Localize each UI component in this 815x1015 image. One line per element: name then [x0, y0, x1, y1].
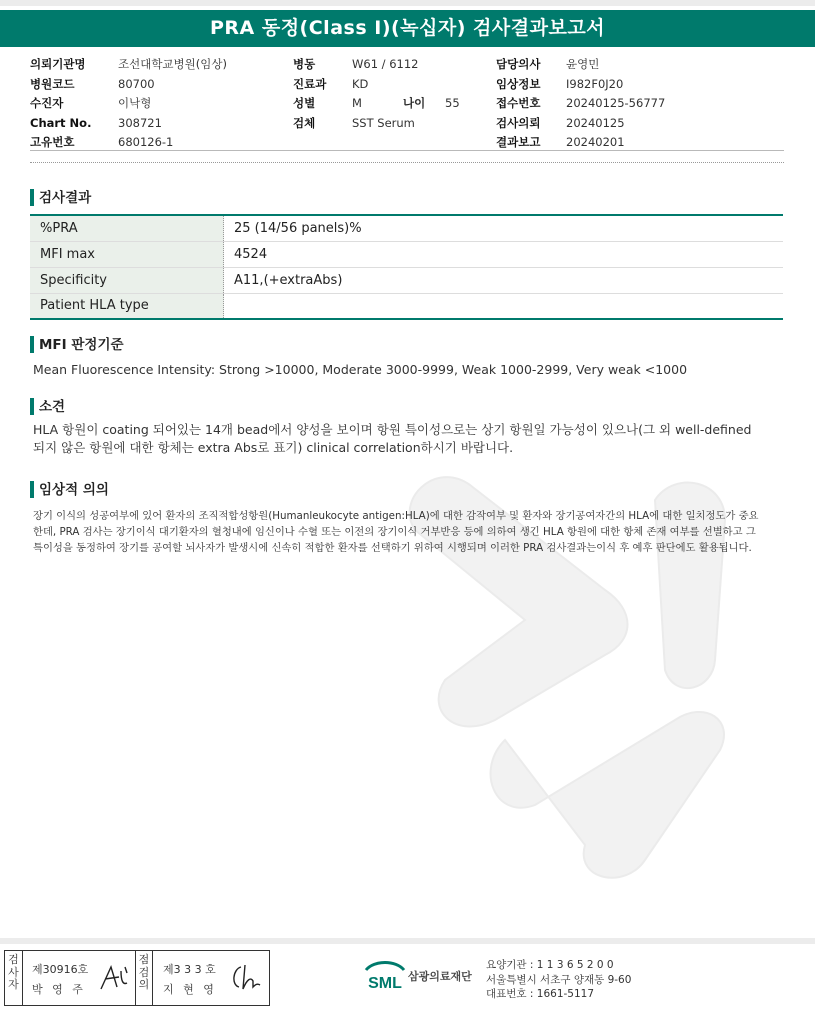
- info-row: [30, 55, 227, 75]
- top-rule: [0, 0, 815, 6]
- info-value: 이낙형: [118, 96, 152, 110]
- info-label: 결과보고: [496, 135, 541, 149]
- confirmer-name: 지 현 영: [163, 983, 217, 996]
- mfi-criteria-text: Mean Fluorescence Intensity: Strong >10000, Moderate 3000-9999, Weak 1000-2999, Very weak <1000: [33, 362, 688, 377]
- result-value: 25 (14/56 panels)%: [224, 215, 784, 241]
- section-opinion-title: [30, 398, 65, 416]
- result-value: [224, 293, 784, 319]
- org-phone: 대표번호 : 1661-5117: [486, 988, 595, 1000]
- info-row: [496, 55, 665, 75]
- examiner-signature-icon: [97, 963, 133, 993]
- section-heading: MFI 판정기준: [39, 337, 124, 353]
- info-row: [30, 114, 227, 134]
- info-row: [496, 114, 665, 134]
- info-label: 검체: [293, 115, 316, 130]
- info-value: W61 / 6112: [352, 57, 419, 71]
- info-value: M: [352, 96, 362, 110]
- info-column-1: [30, 55, 227, 153]
- table-row: [30, 293, 783, 319]
- result-key: Patient HLA type: [30, 293, 224, 319]
- section-heading: 임상적 의의: [39, 482, 109, 498]
- confirmer-signature-icon: [227, 961, 265, 993]
- age-value: 55: [445, 96, 460, 110]
- info-label: 임상정보: [496, 76, 541, 91]
- info-value: 윤영민: [566, 57, 600, 71]
- confirmer-label: 점검의: [135, 951, 153, 1005]
- info-label: 수진자: [30, 96, 64, 110]
- org-code: 요양기관 : 1 1 3 6 5 2 0 0: [486, 959, 614, 971]
- logo-text: SML: [368, 975, 402, 992]
- opinion-text: HLA 항원이 coating 되어있는 14개 bead에서 양성을 보이며 항원 특이성으로는 상기 항원일 가능성이 있으나(그 외 well-defined 되지 않은 항원에 대한 항체는 extra Abs로 표기) clinical correlation하시기 바랍니다.: [33, 422, 752, 455]
- info-row: [496, 75, 665, 95]
- info-label: 담당의사: [496, 57, 541, 71]
- info-row: [293, 94, 418, 114]
- section-mfi-title: [30, 336, 124, 354]
- section-clinical-title: [30, 481, 109, 499]
- section-heading: 소견: [39, 399, 66, 415]
- table-row: [30, 241, 783, 267]
- result-key: %PRA: [30, 215, 224, 241]
- header-divider: [30, 150, 784, 151]
- dotted-divider: [30, 162, 784, 163]
- signature-box: [4, 950, 270, 1006]
- section-marker: [30, 189, 34, 206]
- result-key: MFI max: [30, 241, 224, 267]
- info-label: 병원코드: [30, 76, 75, 91]
- info-column-3: [496, 55, 665, 153]
- org-info: [486, 958, 631, 1002]
- info-value: 680126-1: [118, 135, 174, 149]
- age-label: 나이: [403, 96, 426, 110]
- table-row: [30, 215, 783, 241]
- info-label: 성별: [293, 96, 316, 110]
- result-key: Specificity: [30, 267, 224, 293]
- examiner-name: 박 영 주: [32, 983, 86, 996]
- result-value: A11,(+extraAbs): [224, 267, 784, 293]
- info-value: 20240125: [566, 115, 625, 130]
- info-value: 308721: [118, 115, 162, 130]
- info-row: [293, 114, 418, 134]
- result-value: 4524: [224, 241, 784, 267]
- section-result-title: [30, 189, 91, 207]
- examiner-license: 제30916호: [32, 963, 89, 976]
- clinical-significance-text: 장기 이식의 성공여부에 있어 환자의 조직적합성항원(Humanleukocyte antigen:HLA)에 대한 감작여부 및 환자와 장기공여자간의 HLA에 대한 일치정도가 중요한데, PRA 검사는 장기이식 대기환자의 혈청내에 임신이나 수혈 또는 이전의 장기이식 거부반응 등에 의하여 생긴 HLA 항원에 대한 항체 존재 여부를 선별하고 그 특이성을 동정하여 장기를 공여할 뇌사자가 발생시에 신속히 적합한 환자를 선택하기 위하여 시행되며 이러한 PRA 검사결과는이식 후 예후 판단에도 활용됩니다.: [33, 510, 759, 554]
- info-value: I982F0J20: [566, 76, 624, 91]
- org-name: 삼광의료재단: [408, 970, 472, 983]
- info-value: 20240125-56777: [566, 96, 666, 110]
- info-row: [293, 55, 418, 75]
- info-row: [30, 94, 227, 114]
- info-row: [293, 75, 418, 95]
- info-value: 80700: [118, 76, 155, 91]
- section-marker: [30, 336, 34, 353]
- info-column-2: [293, 55, 418, 133]
- section-marker: [30, 398, 34, 415]
- info-value: 20240201: [566, 135, 625, 149]
- info-value: SST Serum: [352, 115, 415, 130]
- info-label: Chart No.: [30, 115, 92, 130]
- info-label: 접수번호: [496, 96, 541, 110]
- sml-logo: [364, 960, 406, 1000]
- sml-logo-icon: [364, 960, 406, 996]
- info-row: [30, 75, 227, 95]
- info-row: [496, 94, 665, 114]
- section-marker: [30, 481, 34, 498]
- table-row: [30, 267, 783, 293]
- info-label: 진료과: [293, 76, 327, 91]
- info-label: 고유번호: [30, 135, 75, 149]
- footer-rule: [0, 938, 815, 944]
- report-title: PRA 동정(Class I)(녹십자) 검사결과보고서: [0, 10, 815, 47]
- info-label: 병동: [293, 57, 316, 71]
- info-value: 조선대학교병원(임상): [118, 57, 227, 71]
- org-address: 서울특별시 서초구 양재동 9-60: [486, 973, 632, 986]
- section-heading: 검사결과: [39, 190, 92, 206]
- info-label: 의뢰기관명: [30, 57, 86, 71]
- info-label: 검사의뢰: [496, 115, 541, 130]
- confirmer-license: 제3 3 3 호: [163, 963, 216, 976]
- info-value: KD: [352, 76, 369, 91]
- result-table: [30, 214, 783, 320]
- examiner-label: 검사자: [5, 951, 23, 1005]
